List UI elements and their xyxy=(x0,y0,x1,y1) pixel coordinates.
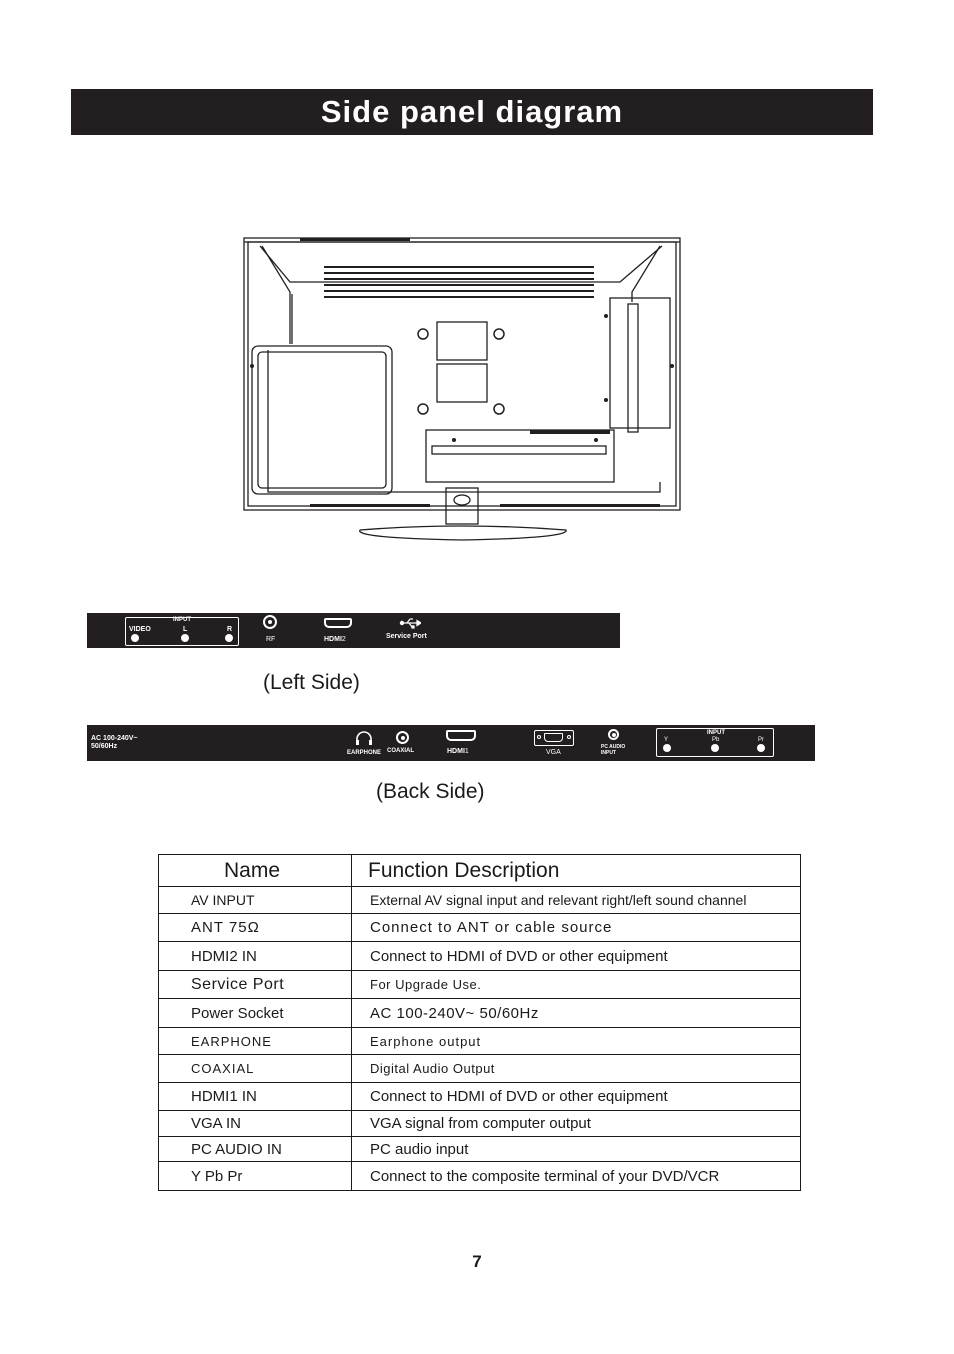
audio-l-jack-icon xyxy=(181,634,189,642)
left-side-caption: (Left Side) xyxy=(263,671,360,694)
audio-r-jack-icon xyxy=(225,634,233,642)
y-label: Y xyxy=(664,737,669,743)
power-label-line2: 50/60Hz xyxy=(91,743,118,750)
row-description: PC audio input xyxy=(352,1137,801,1162)
y-jack-icon xyxy=(663,744,671,752)
hdmi1-label: HDMI1 xyxy=(447,748,469,755)
row-description: Connect to the composite terminal of your DVD/VCR xyxy=(352,1162,801,1191)
row-description: Connect to ANT or cable source xyxy=(352,914,801,942)
pr-jack-icon xyxy=(757,744,765,752)
av-input-label: INPUT xyxy=(173,617,191,623)
description-column-header: Function Description xyxy=(352,855,801,887)
r-label: R xyxy=(227,626,233,633)
row-description: Connect to HDMI of DVD or other equipment xyxy=(352,942,801,971)
row-description: Earphone output xyxy=(352,1028,801,1055)
back-side-panel xyxy=(87,725,815,761)
pc-audio-label-line2: INPUT xyxy=(601,750,616,756)
row-description: AC 100-240V~ 50/60Hz xyxy=(352,999,801,1028)
left-side-panel xyxy=(87,613,620,648)
table-row xyxy=(159,1083,801,1111)
row-name: EARPHONE xyxy=(159,1028,352,1055)
video-jack-icon xyxy=(131,634,139,642)
headphone-icon xyxy=(355,730,373,746)
tv-rear-illustration xyxy=(240,232,684,544)
vga-label: VGA xyxy=(546,749,561,756)
row-name: ANT 75Ω xyxy=(159,914,352,942)
page-title: Side panel diagram xyxy=(320,94,624,129)
row-description: For Upgrade Use. xyxy=(352,971,801,999)
hdmi2-connector-icon xyxy=(324,618,352,628)
coaxial-jack-icon xyxy=(396,731,409,744)
table-row xyxy=(159,999,801,1028)
back-side-caption: (Back Side) xyxy=(376,780,485,803)
name-column-header: Name xyxy=(159,855,352,887)
row-name: Power Socket xyxy=(159,999,352,1028)
coaxial-label: COAXIAL xyxy=(387,748,414,754)
row-name: HDMI1 IN xyxy=(159,1083,352,1111)
pb-label: Pb xyxy=(712,737,720,743)
table-row xyxy=(159,1162,801,1191)
table-header-row xyxy=(159,855,801,887)
pc-audio-label-line1: PC AUDIO xyxy=(601,744,626,750)
table-row xyxy=(159,942,801,971)
row-name: VGA IN xyxy=(159,1111,352,1137)
row-name: PC AUDIO IN xyxy=(159,1137,352,1162)
table-row xyxy=(159,1137,801,1162)
table-row xyxy=(159,914,801,942)
table-row xyxy=(159,971,801,999)
row-name: Service Port xyxy=(159,971,352,999)
rf-connector-icon xyxy=(263,615,277,629)
pr-label: Pr xyxy=(758,737,764,743)
vga-connector-icon xyxy=(534,730,574,746)
row-name: AV INPUT xyxy=(159,887,352,914)
row-description: VGA signal from computer output xyxy=(352,1111,801,1137)
earphone-label: EARPHONE xyxy=(347,750,382,756)
service-port-label: Service Port xyxy=(386,633,427,640)
pc-audio-jack-icon xyxy=(608,729,619,740)
component-input-label: INPUT xyxy=(707,730,725,736)
l-label: L xyxy=(183,626,188,633)
row-description: Connect to HDMI of DVD or other equipment xyxy=(352,1083,801,1111)
usb-icon xyxy=(399,617,421,629)
row-name: Y Pb Pr xyxy=(159,1162,352,1191)
table-row xyxy=(159,1055,801,1083)
page-title-bar xyxy=(71,89,873,135)
table-row xyxy=(159,1111,801,1137)
row-description: External AV signal input and relevant right/left sound channel xyxy=(352,887,801,914)
table-row xyxy=(159,1028,801,1055)
table-row xyxy=(159,887,801,914)
pb-jack-icon xyxy=(711,744,719,752)
power-label-line1: AC 100-240V~ xyxy=(91,735,138,742)
row-name: COAXIAL xyxy=(159,1055,352,1083)
function-table xyxy=(158,854,801,1191)
rf-label: RF xyxy=(266,636,276,643)
hdmi2-label: HDMI2 xyxy=(324,636,346,643)
row-name: HDMI2 IN xyxy=(159,942,352,971)
video-label: VIDEO xyxy=(129,626,151,633)
hdmi1-connector-icon xyxy=(446,730,476,741)
page-number: 7 xyxy=(472,1252,482,1271)
row-description: Digital Audio Output xyxy=(352,1055,801,1083)
